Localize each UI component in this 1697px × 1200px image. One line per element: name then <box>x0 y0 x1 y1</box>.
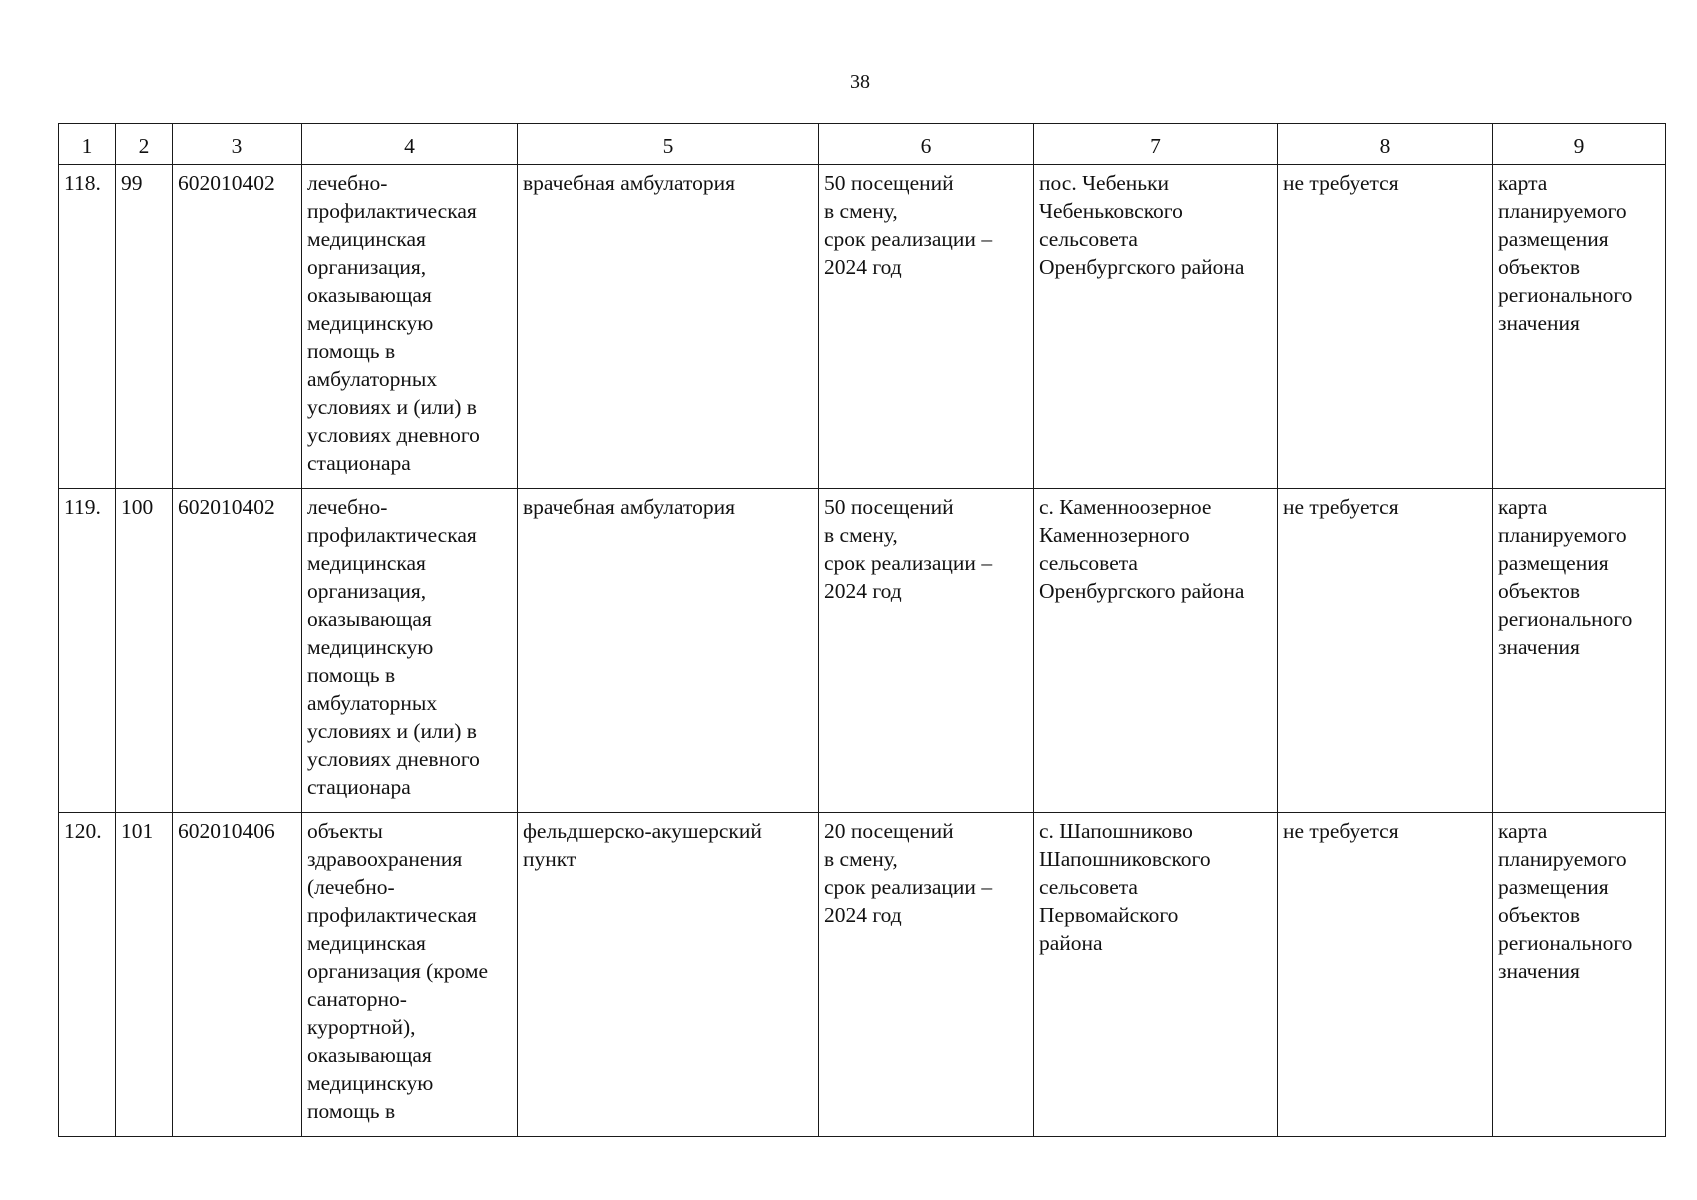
name-cell <box>518 489 819 813</box>
table-body <box>59 165 1666 1137</box>
object-location: пос. Чебеньки Чебеньковского сельсовета Оренбургского района <box>1039 171 1245 279</box>
map-cell <box>1493 813 1666 1137</box>
code-cell <box>173 165 302 489</box>
location-cell <box>1034 813 1278 1137</box>
row-number: 118. <box>64 171 101 195</box>
header-cell-7: 7 <box>1034 124 1278 165</box>
object-zone: не требуется <box>1283 819 1399 843</box>
object-type: лечебно- профилактическая медицинская организация, оказывающая медицинскую помощь в амбулаторных условиях и (или) в условиях дневного стационара <box>307 495 480 799</box>
page-number: 38 <box>850 71 870 93</box>
object-location: с. Шапошниково Шапошниковского сельсовета Первомайского района <box>1039 819 1211 955</box>
header-row <box>59 124 1666 165</box>
map-cell <box>1493 489 1666 813</box>
table-row <box>59 813 1666 1137</box>
name-cell <box>518 813 819 1137</box>
header-cell-2: 2 <box>116 124 173 165</box>
type-cell <box>302 165 518 489</box>
row-number-cell <box>59 813 116 1137</box>
object-capacity: 20 посещений в смену, срок реализации – 2024 год <box>824 819 993 927</box>
object-zone: не требуется <box>1283 495 1399 519</box>
header-cell-3: 3 <box>173 124 302 165</box>
table-row <box>59 165 1666 489</box>
objects-table <box>58 123 1666 1137</box>
object-type: лечебно- профилактическая медицинская организация, оказывающая медицинскую помощь в амбулаторных условиях и (или) в условиях дневного стационара <box>307 171 480 475</box>
code-cell <box>173 813 302 1137</box>
object-map: карта планируемого размещения объектов регионального значения <box>1498 171 1633 335</box>
code-cell <box>173 489 302 813</box>
header-cell-8: 8 <box>1278 124 1493 165</box>
zone-cell <box>1278 489 1493 813</box>
name-cell <box>518 165 819 489</box>
object-capacity: 50 посещений в смену, срок реализации – 2024 год <box>824 495 993 603</box>
index-number: 99 <box>121 171 143 195</box>
object-name: врачебная амбулатория <box>523 495 735 519</box>
capacity-cell <box>819 489 1034 813</box>
table-header <box>59 124 1666 165</box>
object-map: карта планируемого размещения объектов регионального значения <box>1498 495 1633 659</box>
type-cell <box>302 489 518 813</box>
row-number-cell <box>59 165 116 489</box>
type-cell <box>302 813 518 1137</box>
capacity-cell <box>819 813 1034 1137</box>
header-cell-5: 5 <box>518 124 819 165</box>
object-map: карта планируемого размещения объектов регионального значения <box>1498 819 1633 983</box>
object-name: фельдшерско-акушерский пункт <box>523 819 762 871</box>
table-row <box>59 489 1666 813</box>
row-number: 119. <box>64 495 101 519</box>
index-number: 101 <box>121 819 154 843</box>
capacity-cell <box>819 165 1034 489</box>
object-code: 602010406 <box>178 819 275 843</box>
index-cell <box>116 813 173 1137</box>
index-cell <box>116 489 173 813</box>
object-type: объекты здравоохранения (лечебно- профилактическая медицинская организация (кроме санаторно- курортной), оказывающая медицинскую помощь в <box>307 819 489 1123</box>
object-code: 602010402 <box>178 171 275 195</box>
object-zone: не требуется <box>1283 171 1399 195</box>
zone-cell <box>1278 813 1493 1137</box>
location-cell <box>1034 165 1278 489</box>
header-cell-4: 4 <box>302 124 518 165</box>
row-number: 120. <box>64 819 102 843</box>
location-cell <box>1034 489 1278 813</box>
header-cell-1: 1 <box>59 124 116 165</box>
index-cell <box>116 165 173 489</box>
map-cell <box>1493 165 1666 489</box>
header-cell-9: 9 <box>1493 124 1666 165</box>
zone-cell <box>1278 165 1493 489</box>
object-capacity: 50 посещений в смену, срок реализации – 2024 год <box>824 171 993 279</box>
index-number: 100 <box>121 495 154 519</box>
object-location: с. Каменноозерное Каменнозерного сельсовета Оренбургского района <box>1039 495 1245 603</box>
row-number-cell <box>59 489 116 813</box>
object-code: 602010402 <box>178 495 275 519</box>
object-name: врачебная амбулатория <box>523 171 735 195</box>
header-cell-6: 6 <box>819 124 1034 165</box>
